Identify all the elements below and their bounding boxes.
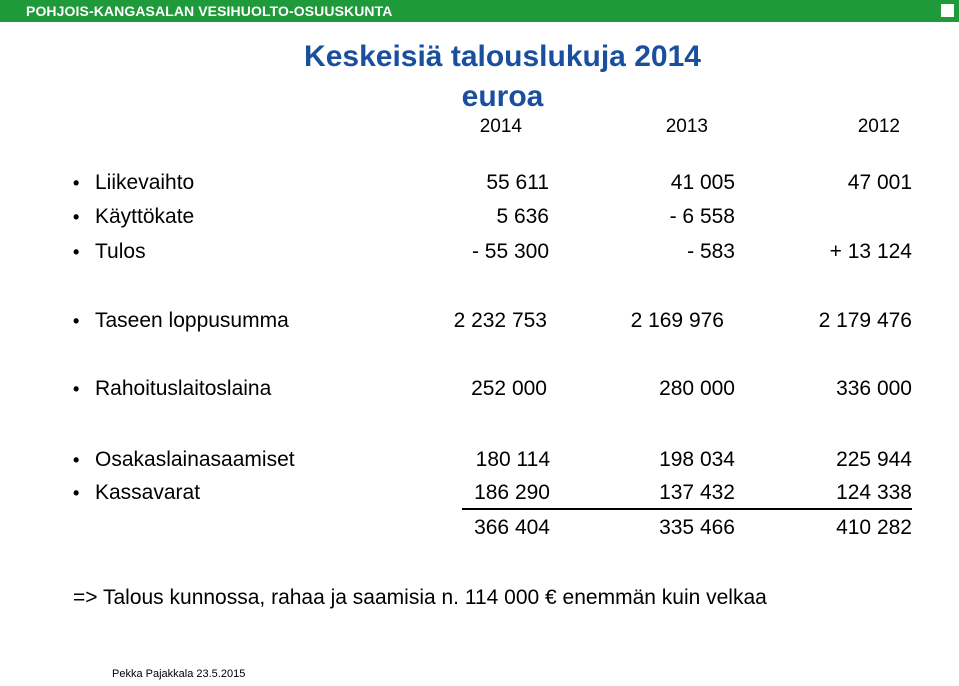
row-label: Rahoituslaitoslaina: [95, 377, 272, 400]
year-header-2014: 2014: [479, 116, 522, 137]
row-label: Liikevaihto: [95, 171, 195, 194]
value-2012: 225 944: [836, 448, 912, 471]
total-2012: 410 282: [836, 516, 912, 539]
value-2014: 55 611: [486, 171, 549, 194]
value-2014: 5 636: [496, 205, 549, 228]
row-label: Taseen loppusumma: [95, 309, 289, 332]
value-2014: 180 114: [475, 448, 550, 471]
value-2014: 186 290: [474, 481, 550, 504]
row-label: Käyttökate: [95, 205, 195, 228]
conclusion-text: => Talous kunnossa, rahaa ja saamisia n. 114 000 € enemmän kuin velkaa: [73, 586, 767, 609]
row-label: Tulos: [95, 240, 146, 263]
table-row: [0, 446, 959, 474]
bullet: •: [73, 207, 80, 227]
value-2014: 2 232 753: [453, 309, 547, 332]
value-2012: 47 001: [847, 171, 912, 194]
slide-number-box: [940, 3, 955, 18]
slide-subtitle: euroa: [461, 80, 544, 113]
row-label: Kassavarat: [95, 481, 201, 504]
totals-row: [0, 514, 959, 542]
bullet: •: [73, 379, 80, 399]
bullet: •: [73, 242, 80, 262]
value-2013: - 6 558: [669, 205, 735, 228]
table-row: [0, 375, 959, 403]
value-2012: 2 179 476: [818, 309, 912, 332]
value-2013: 198 034: [659, 448, 735, 471]
bullet: •: [73, 311, 80, 331]
row-label: Osakaslainasaamiset: [95, 448, 295, 471]
total-2013: 335 466: [659, 516, 735, 539]
value-2012: 124 338: [836, 481, 912, 504]
table-row: [0, 307, 959, 335]
org-banner: [0, 0, 959, 22]
org-name: POHJOIS-KANGASALAN VESIHUOLTO-OSUUSKUNTA: [26, 3, 393, 19]
value-2013: - 583: [687, 240, 735, 263]
footer-author-date: Pekka Pajakkala 23.5.2015: [112, 668, 246, 680]
year-header-2012: 2012: [857, 116, 900, 137]
table-row: [0, 203, 959, 231]
table-row: [0, 479, 959, 507]
bullet: •: [73, 483, 80, 503]
sum-line-2014: [462, 508, 552, 510]
value-2012: + 13 124: [829, 240, 912, 263]
slide-title: Keskeisiä talouslukuja 2014: [304, 40, 701, 73]
value-2013: 41 005: [670, 171, 735, 194]
value-2013: 280 000: [659, 377, 735, 400]
value-2014: 252 000: [471, 377, 547, 400]
year-header-2013: 2013: [665, 116, 708, 137]
value-2012: 336 000: [836, 377, 912, 400]
value-2013: 2 169 976: [630, 309, 724, 332]
bullet: •: [73, 173, 80, 193]
bullet: •: [73, 450, 80, 470]
table-row: [0, 238, 959, 266]
value-2013: 137 432: [659, 481, 735, 504]
total-2014: 366 404: [474, 516, 550, 539]
sum-line-2013-2012: [552, 508, 912, 510]
value-2014: - 55 300: [471, 240, 549, 263]
table-row: [0, 169, 959, 197]
